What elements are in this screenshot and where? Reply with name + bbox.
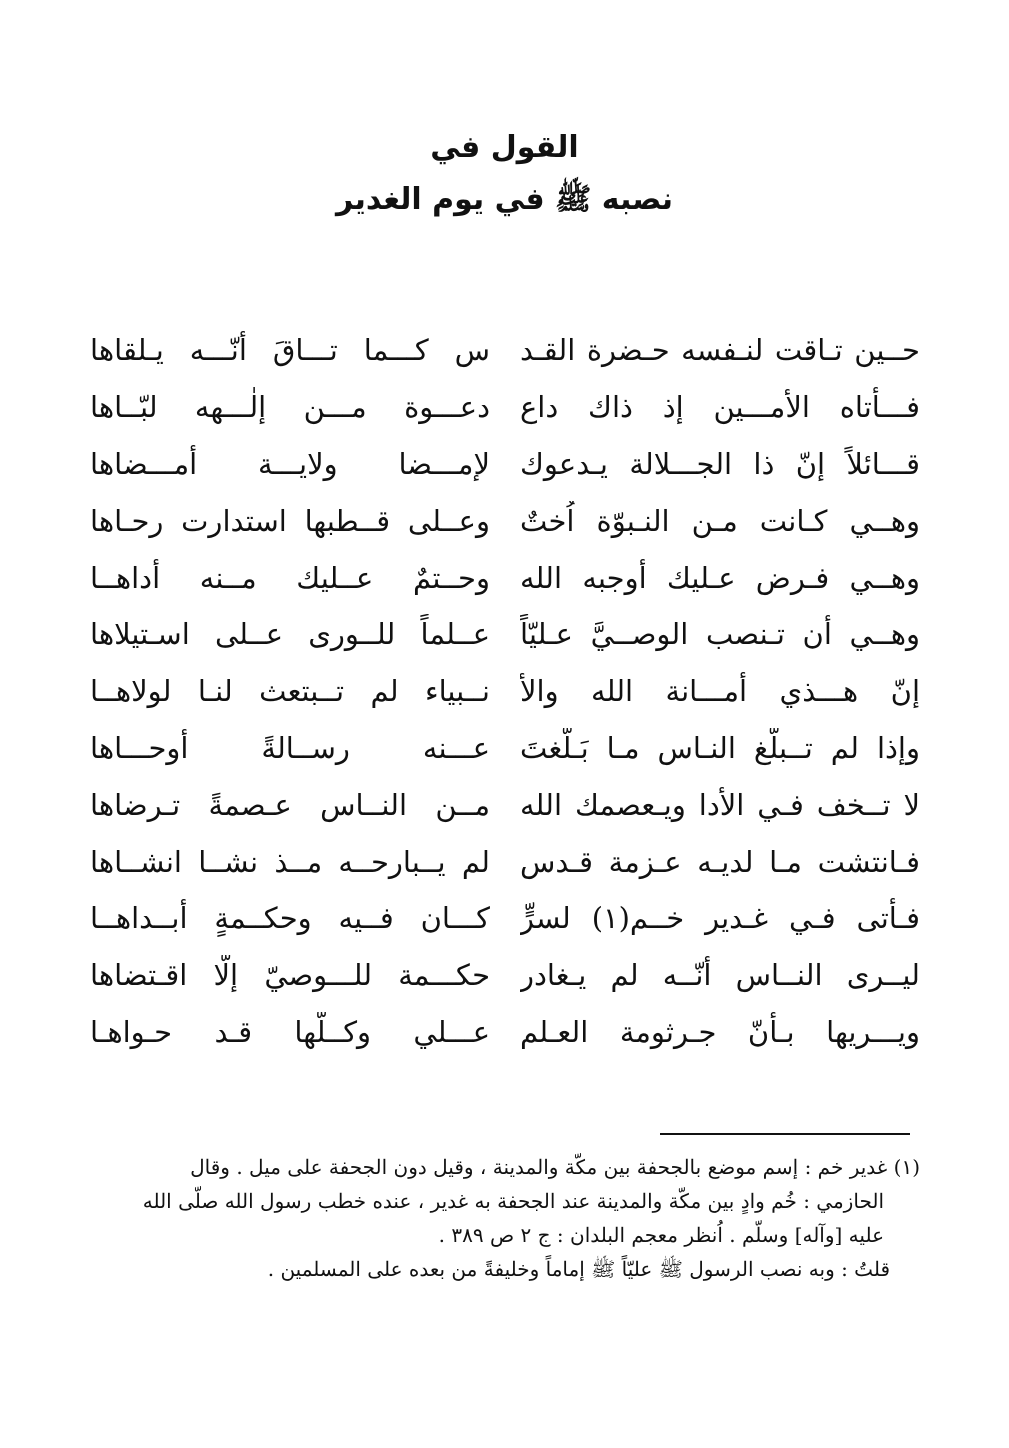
verse-first-hemistich: وهــي كـانت مـن النـبوّة اُختٌ — [520, 503, 920, 538]
verse — [60, 606, 950, 663]
verse — [60, 322, 950, 379]
verse-first-hemistich: ليــرى النــاس أنّــه لم يـغادر — [520, 958, 920, 993]
verse-second-hemistich: س كـــما تـــاقَ أنّـــه يـلقاها — [90, 333, 490, 368]
verse-second-hemistich: حكـــمة للـــوصيّ إلّا اقـتضاها — [90, 958, 490, 993]
verse-second-hemistich: عـــلي وكــلّها قـد حـواهـا — [90, 1014, 490, 1049]
footnote-1-line-1: (١) غدير خم : إسم موضع بالجحفة بين مكّة والمدينة ، وقيل دون الجحفة على ميل . وقال — [190, 1155, 920, 1179]
verse-second-hemistich: وعــلى قــطبها استدارت رحـاها — [90, 503, 490, 538]
verse-second-hemistich: دعـــوة مـــن إلٰـــهه لبّــاها — [90, 390, 490, 425]
verse-first-hemistich: فـانتشت مـا لديـه عـزمة قـدس — [520, 844, 920, 879]
verse-second-hemistich: كـــان فــيه وحكــمةٍ أبــداهــا — [90, 901, 490, 936]
verse — [60, 492, 950, 549]
verse-first-hemistich: لا تــخف فـي الأدا ويـعصمك الله — [520, 787, 920, 822]
title-line-2: نصبه ﷺ في يوم الغدير — [335, 182, 674, 217]
verse-first-hemistich: وهــي أن تـنصب الوصــيَّ عـليّاً — [520, 617, 920, 652]
footnote-2-line-1: قلتُ : وبه نصب الرسول ﷺ عليّاً ﷺ إماماً وخليفةً من بعده على المسلمين . — [267, 1257, 890, 1281]
verse-second-hemistich: عـــنه رســالةً أوحـــاها — [90, 730, 490, 765]
verse-first-hemistich: وإذا لم تــبلّغ النـاس مـا بَـلَّغتَ — [520, 730, 920, 765]
poem-body — [60, 322, 950, 1060]
verse — [60, 549, 950, 606]
verse — [60, 890, 950, 947]
footnote-2 — [90, 1252, 920, 1286]
footnote-1-line-3: عليه [وآله] وسلّم . اُنظر معجم البلدان : ج ٢ ص ٣٨٩ . — [438, 1223, 884, 1247]
verse — [60, 379, 950, 436]
verse-first-hemistich: حــين تـاقت لنـفسه حـضرة القـد — [520, 333, 920, 368]
verse — [60, 720, 950, 777]
verse-first-hemistich: قـــائلاً إنّ ذا الجـــلالة يـدعوك — [520, 446, 920, 481]
verse — [60, 776, 950, 833]
verse — [60, 947, 950, 1004]
verse-first-hemistich: فـــأتاه الأمـــين إذ ذاك داع — [520, 390, 920, 425]
footnote-1-line-2: الحازمي : خُم وادٍ بين مكّة والمدينة عند الجحفة به غدير ، عنده خطب رسول الله صلّى الله — [142, 1189, 884, 1213]
footnotes — [90, 1150, 920, 1286]
verse-first-hemistich: وهــي فـرض عـليك أوجبه الله — [520, 560, 920, 595]
verse-second-hemistich: لم يــبارحــه مــذ نشــا انشــاها — [90, 844, 490, 879]
verse — [60, 663, 950, 720]
verse — [60, 1004, 950, 1061]
title-line-1: القول في — [430, 130, 579, 165]
footnote-divider — [660, 1133, 910, 1135]
poem-title — [0, 122, 1009, 226]
verse-second-hemistich: عــلماً للــورى عــلى اسـتيلاها — [90, 617, 490, 652]
verse-second-hemistich: لإمـــضا ولايـــة أمـــضاها — [90, 446, 490, 481]
footnote-1 — [90, 1150, 920, 1252]
verse-second-hemistich: نــبياء لم تــبتعث لنـا لولاهــا — [90, 674, 490, 709]
verse — [60, 833, 950, 890]
verse-second-hemistich: مــن النــاس عـصمةً تـرضاها — [90, 787, 490, 822]
verse-second-hemistich: وحــتمٌ عــليك مــنه أداهــا — [90, 560, 490, 595]
verse-first-hemistich: فـأتى فـي غـدير خــم(١) لسرٍّ — [520, 901, 920, 936]
verse-first-hemistich: إنّ هـــذي أمـــانة الله والأ — [520, 674, 920, 709]
verse — [60, 436, 950, 493]
verse-first-hemistich: ويـــريها بـأنّ جـرثومة العـلم — [520, 1014, 920, 1049]
